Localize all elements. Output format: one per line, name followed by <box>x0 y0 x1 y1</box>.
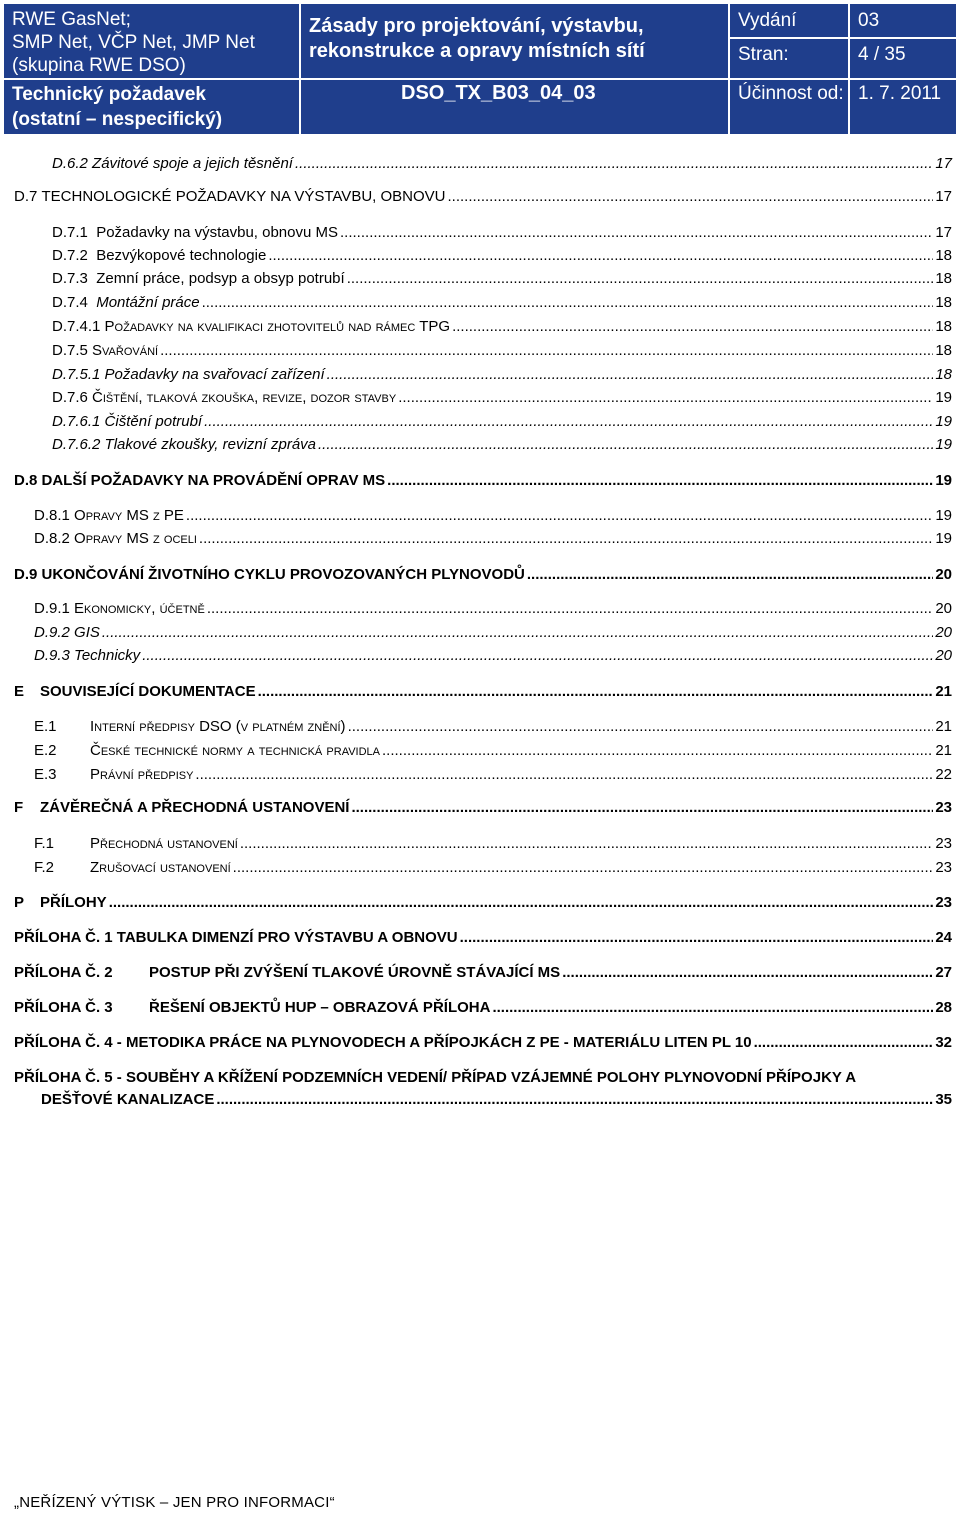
toc-page: 27 <box>935 964 952 981</box>
toc-entry-e-3[interactable] <box>34 766 952 788</box>
org-line-2: SMP Net, VČP Net, JMP Net <box>12 32 255 53</box>
toc-title: UKONČOVÁNÍ ŽIVOTNÍHO CYKLU PROVOZOVANÝCH PLYNOVODŮ <box>41 566 525 583</box>
toc-leader-dots <box>327 366 934 383</box>
toc-entry-d-8-2[interactable] <box>34 530 952 552</box>
toc-page: 18 <box>935 294 952 311</box>
ucinnost-value: 1. 7. 2011 <box>850 80 956 134</box>
toc-leader-dots <box>754 1034 934 1051</box>
toc-title: Opravy MS z oceli <box>74 530 197 547</box>
toc-entry-f[interactable] <box>14 799 952 821</box>
toc-page: 17 <box>935 188 952 205</box>
toc-number: PŘÍLOHA Č. 5 <box>14 1069 113 1086</box>
toc-leader-dots <box>452 318 933 335</box>
toc-entry-p[interactable] <box>14 894 952 916</box>
toc-title-continued: DEŠŤOVÉ KANALIZACE <box>41 1091 215 1108</box>
toc-page: 23 <box>935 859 952 876</box>
toc-entry-priloha-2[interactable] <box>14 964 952 986</box>
toc-entry-line-1 <box>14 1069 952 1091</box>
toc-page: 28 <box>935 999 952 1016</box>
toc-number: D.7.4.1 <box>52 318 101 335</box>
toc-number: E.1 <box>34 718 57 735</box>
toc-page: 24 <box>935 929 952 946</box>
toc-number: E <box>14 683 25 700</box>
toc-entry-priloha-3[interactable] <box>14 999 952 1021</box>
toc-page: 18 <box>935 342 952 359</box>
toc-page: 35 <box>935 1091 952 1108</box>
stran-value: 4 / 35 <box>850 39 956 78</box>
toc-title: TABULKA DIMENZÍ PRO VÝSTAVBU A OBNOVU <box>116 929 458 946</box>
toc-entry-d-7-1[interactable] <box>52 224 952 246</box>
toc-title: Závitové spoje a jejich těsnění <box>92 155 293 172</box>
toc-entry-e-1[interactable] <box>34 718 952 740</box>
type-line-2: (ostatní – nespecifický) <box>12 109 223 130</box>
vydani-label: Vydání <box>730 4 848 37</box>
toc-page: 21 <box>935 683 952 700</box>
toc-title: Požadavky na kvalifikaci zhotovitelů nad rámec TPG <box>104 318 451 335</box>
toc-leader-dots <box>527 566 933 583</box>
toc-title: - SOUBĚHY A KŘÍŽENÍ PODZEMNÍCH VEDENÍ/ PŘÍPAD VZÁJEMNÉ POLOHY PLYNOVODNÍ PŘÍPOJKY A <box>116 1069 857 1086</box>
toc-title: Bezvýkopové technologie <box>96 247 267 264</box>
document-header <box>4 4 956 134</box>
toc-leader-dots <box>382 742 933 759</box>
toc-title: POSTUP PŘI ZVÝŠENÍ TLAKOVÉ ÚROVNĚ STÁVAJÍCÍ MS <box>149 964 561 981</box>
toc-title: TECHNOLOGICKÉ POŽADAVKY NA VÝSTAVBU, OBNOVU <box>41 188 446 205</box>
toc-page: 20 <box>935 566 952 583</box>
toc-page: 17 <box>935 224 952 241</box>
title-line-1: Zásady pro projektování, výstavbu, <box>309 15 644 37</box>
toc-number: D.8 <box>14 472 38 489</box>
toc-title: Zemní práce, podsyp a obsyp potrubí <box>96 270 345 287</box>
toc-page: 19 <box>935 436 952 453</box>
toc-page: 19 <box>935 389 952 406</box>
toc-entry-d-9-1[interactable] <box>34 600 952 622</box>
vydani-value: 03 <box>850 4 956 37</box>
toc-entry-d-7-4-1[interactable] <box>52 318 952 340</box>
toc-page: 23 <box>935 835 952 852</box>
toc-number: D.7.6.2 <box>52 436 101 453</box>
toc-entry-d-9[interactable] <box>14 566 952 588</box>
toc-page: 21 <box>935 742 952 759</box>
toc-entry-d-9-2[interactable] <box>34 624 952 646</box>
org-line-3: (skupina RWE DSO) <box>12 55 186 76</box>
toc-title: SOUVISEJÍCÍ DOKUMENTACE <box>40 683 256 700</box>
toc-number: E.3 <box>34 766 57 783</box>
toc-title: Čištění, tlaková zkouška, revize, dozor stavby <box>92 389 397 406</box>
stran-label: Stran: <box>730 39 848 78</box>
toc-number: PŘÍLOHA Č. 3 <box>14 999 113 1016</box>
toc-entry-d-7-6[interactable] <box>52 389 952 411</box>
toc-leader-dots <box>460 929 934 946</box>
toc-leader-dots <box>347 270 934 287</box>
toc-title: Zrušovací ustanovení <box>90 859 231 876</box>
toc-entry-d-7-5[interactable] <box>52 342 952 364</box>
toc-entry-priloha-5[interactable] <box>14 1069 952 1113</box>
toc-leader-dots <box>186 507 933 524</box>
toc-number: PŘÍLOHA Č. 4 <box>14 1034 113 1051</box>
toc-entry-f-2[interactable] <box>34 859 952 881</box>
toc-entry-d-8[interactable] <box>14 472 952 494</box>
toc-leader-dots <box>318 436 933 453</box>
toc-number: PŘÍLOHA Č. 1 <box>14 929 113 946</box>
toc-number: D.7.3 <box>52 270 88 287</box>
toc-number: D.6.2 <box>52 155 88 172</box>
toc-number: F.2 <box>34 859 55 876</box>
uncontrolled-copy-notice: „NEŘÍZENÝ VÝTISK – JEN PRO INFORMACI“ <box>14 1494 335 1511</box>
toc-number: D.7.6.1 <box>52 413 101 430</box>
toc-title: GIS <box>74 624 100 641</box>
toc-page: 22 <box>935 766 952 783</box>
toc-page: 20 <box>935 647 952 664</box>
toc-title: Čištění potrubí <box>104 413 203 430</box>
toc-number: PŘÍLOHA Č. 2 <box>14 964 113 981</box>
toc-title: Montážní práce <box>96 294 200 311</box>
toc-leader-dots <box>562 964 933 981</box>
toc-leader-dots <box>199 530 933 547</box>
toc-number: D.7 <box>14 188 38 205</box>
toc-number: D.7.5.1 <box>52 366 101 383</box>
toc-leader-dots <box>398 389 933 406</box>
toc-leader-dots <box>160 342 933 359</box>
toc-leader-dots <box>348 718 934 735</box>
org-line-1: RWE GasNet; <box>12 9 131 30</box>
toc-page: 19 <box>935 507 952 524</box>
toc-leader-dots <box>340 224 933 241</box>
toc-entry-priloha-4[interactable] <box>14 1034 952 1056</box>
toc-title: Svařování <box>92 342 159 359</box>
toc-page: 18 <box>935 270 952 287</box>
toc-entry-d-7-6-1[interactable] <box>52 413 952 435</box>
toc-number: E.2 <box>34 742 57 759</box>
toc-number: F <box>14 799 24 816</box>
organization-cell <box>4 4 299 78</box>
toc-page: 19 <box>935 413 952 430</box>
toc-page: 17 <box>935 155 952 172</box>
toc-title: České technické normy a technická pravidla <box>90 742 381 759</box>
toc-entry-e[interactable] <box>14 683 952 705</box>
document-type-cell <box>4 80 299 134</box>
toc-page: 18 <box>935 366 952 383</box>
toc-number: D.9.3 <box>34 647 70 664</box>
toc-leader-dots <box>448 188 934 205</box>
toc-title: Požadavky na svařovací zařízení <box>104 366 325 383</box>
toc-leader-dots <box>240 835 933 852</box>
toc-leader-dots <box>295 155 933 172</box>
toc-entry-d-8-1[interactable] <box>34 507 952 529</box>
toc-title: Právní předpisy <box>90 766 194 783</box>
toc-number: P <box>14 894 25 911</box>
toc-entry-d-7-6-2[interactable] <box>52 436 952 458</box>
toc-title: Interní předpisy DSO (v platném znění) <box>90 718 346 735</box>
toc-leader-dots <box>492 999 933 1016</box>
toc-page: 18 <box>935 318 952 335</box>
toc-page: 20 <box>935 624 952 641</box>
toc-page: 19 <box>935 472 952 489</box>
toc-page: 21 <box>935 718 952 735</box>
toc-page: 23 <box>935 894 952 911</box>
toc-title: Ekonomicky, účetně <box>74 600 205 617</box>
document-code: DSO_TX_B03_04_03 <box>301 80 728 134</box>
toc-entry-d-9-3[interactable] <box>34 647 952 669</box>
toc-leader-dots <box>204 413 933 430</box>
toc-entry-d-7-5-1[interactable] <box>52 366 952 388</box>
toc-entry-d-6-2[interactable] <box>52 155 952 177</box>
toc-leader-dots <box>216 1091 933 1108</box>
title-line-2: rekonstrukce a opravy místních sítí <box>309 40 645 62</box>
toc-leader-dots <box>268 247 933 264</box>
type-line-1: Technický požadavek <box>12 84 206 105</box>
toc-title: ŘEŠENÍ OBJEKTŮ HUP – OBRAZOVÁ PŘÍLOHA <box>149 999 491 1016</box>
toc-entry-f-1[interactable] <box>34 835 952 857</box>
toc-number: D.9.2 <box>34 624 70 641</box>
document-title-cell <box>301 4 728 78</box>
toc-leader-dots <box>109 894 934 911</box>
toc-number: F.1 <box>34 835 55 852</box>
toc-number: D.7.2 <box>52 247 88 264</box>
toc-title: Technicky <box>74 647 141 664</box>
toc-title: Opravy MS z PE <box>74 507 184 524</box>
ucinnost-label: Účinnost od: <box>730 80 848 134</box>
toc-page: 32 <box>935 1034 952 1051</box>
toc-entry-e-2[interactable] <box>34 742 952 764</box>
toc-entry-d-7[interactable] <box>14 188 952 210</box>
toc-leader-dots <box>202 294 934 311</box>
toc-title: - METODIKA PRÁCE NA PLYNOVODECH A PŘÍPOJKÁCH Z PE - MATERIÁLU LITEN PL 10 <box>116 1034 752 1051</box>
toc-leader-dots <box>195 766 933 783</box>
toc-title: DALŠÍ POŽADAVKY NA PROVÁDĚNÍ OPRAV MS <box>41 472 386 489</box>
toc-entry-line-2 <box>14 1091 952 1113</box>
toc-leader-dots <box>258 683 934 700</box>
toc-leader-dots <box>142 647 933 664</box>
toc-leader-dots <box>102 624 933 641</box>
toc-page: 20 <box>935 600 952 617</box>
toc-title: Tlakové zkoušky, revizní zpráva <box>104 436 317 453</box>
toc-entry-d-7-4[interactable] <box>52 294 952 316</box>
toc-entry-d-7-3[interactable] <box>52 270 952 292</box>
toc-page: 19 <box>935 530 952 547</box>
toc-number: D.9.1 <box>34 600 70 617</box>
toc-page: 18 <box>935 247 952 264</box>
toc-leader-dots <box>233 859 934 876</box>
toc-leader-dots <box>351 799 933 816</box>
toc-title: Požadavky na výstavbu, obnovu MS <box>96 224 339 241</box>
toc-leader-dots <box>207 600 933 617</box>
toc-title: Přechodná ustanovení <box>90 835 238 852</box>
toc-number: D.7.1 <box>52 224 88 241</box>
toc-number: D.7.6 <box>52 389 88 406</box>
toc-number: D.9 <box>14 566 38 583</box>
toc-number: D.7.4 <box>52 294 88 311</box>
toc-entry-priloha-1[interactable] <box>14 929 952 951</box>
toc-page: 23 <box>935 799 952 816</box>
toc-number: D.8.2 <box>34 530 70 547</box>
toc-title: ZÁVĚREČNÁ A PŘECHODNÁ USTANOVENÍ <box>40 799 350 816</box>
toc-leader-dots <box>387 472 933 489</box>
toc-number: D.8.1 <box>34 507 70 524</box>
toc-entry-d-7-2[interactable] <box>52 247 952 269</box>
toc-number: D.7.5 <box>52 342 88 359</box>
toc-title: PŘÍLOHY <box>40 894 107 911</box>
